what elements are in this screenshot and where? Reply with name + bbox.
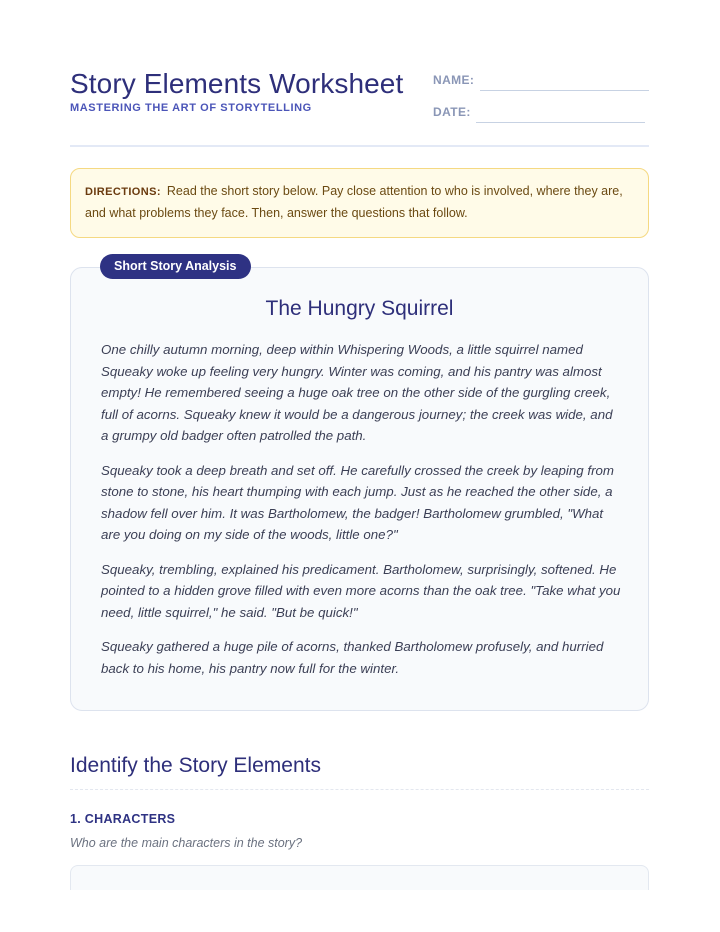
date-label: DATE:: [433, 105, 471, 119]
worksheet-title: Story Elements Worksheet: [70, 68, 404, 99]
directions-box: [70, 168, 649, 238]
date-field[interactable]: [476, 122, 645, 123]
directions-text: Read the short story below. Pay close attention to who is involved, where they are, and what problems they face. Then, answer the questions that follow.: [85, 184, 623, 220]
header-divider: [70, 145, 649, 147]
story-paragraph: One chilly autumn morning, deep within Whispering Woods, a little squirrel named Squeaky woke up feeling very hungry. Winter was coming, and his pantry was almost empty! He remembered seeing a huge oak tree on the other side of the gurgling creek, full of acorns. Squeaky knew it would be a dangerous journey; the creek was wide, and a grumpy old badger often patrolled the path.: [101, 342, 613, 443]
section-title: Identify the Story Elements: [70, 754, 321, 777]
story-title: The Hungry Squirrel: [265, 297, 454, 320]
story-paragraph: Squeaky took a deep breath and set off. He carefully crossed the creek by leaping from stone to stone, his heart thumping with each jump. Just as he reached the other side, a shadow fell over him. It was Bartholomew, the badger! Bartholomew grumbled, "What are you doing on my side of the woods, little one?": [101, 462, 614, 542]
page-bottom-mask: [0, 890, 720, 932]
worksheet-subtitle: MASTERING THE ART OF STORYTELLING: [70, 102, 312, 114]
question-prompt: Who are the main characters in the story?: [70, 836, 303, 850]
story-paragraph: Squeaky, trembling, explained his predicament. Bartholomew, surprisingly, softened. He pointed to a hidden grove filled with even more acorns than the oak tree. "Take what you need, little squirrel," he said. "But be quick!": [101, 561, 621, 620]
section-divider: [70, 789, 649, 790]
story-tag: Short Story Analysis: [100, 254, 251, 279]
name-label: NAME:: [433, 73, 475, 87]
story-paragraph: Squeaky gathered a huge pile of acorns, thanked Bartholomew profusely, and hurried back to his home, his pantry now full for the winter.: [101, 639, 604, 676]
name-field[interactable]: [480, 90, 649, 91]
question-label: 1. CHARACTERS: [70, 812, 176, 826]
directions-label: DIRECTIONS:: [85, 186, 161, 198]
story-body: [101, 339, 623, 692]
